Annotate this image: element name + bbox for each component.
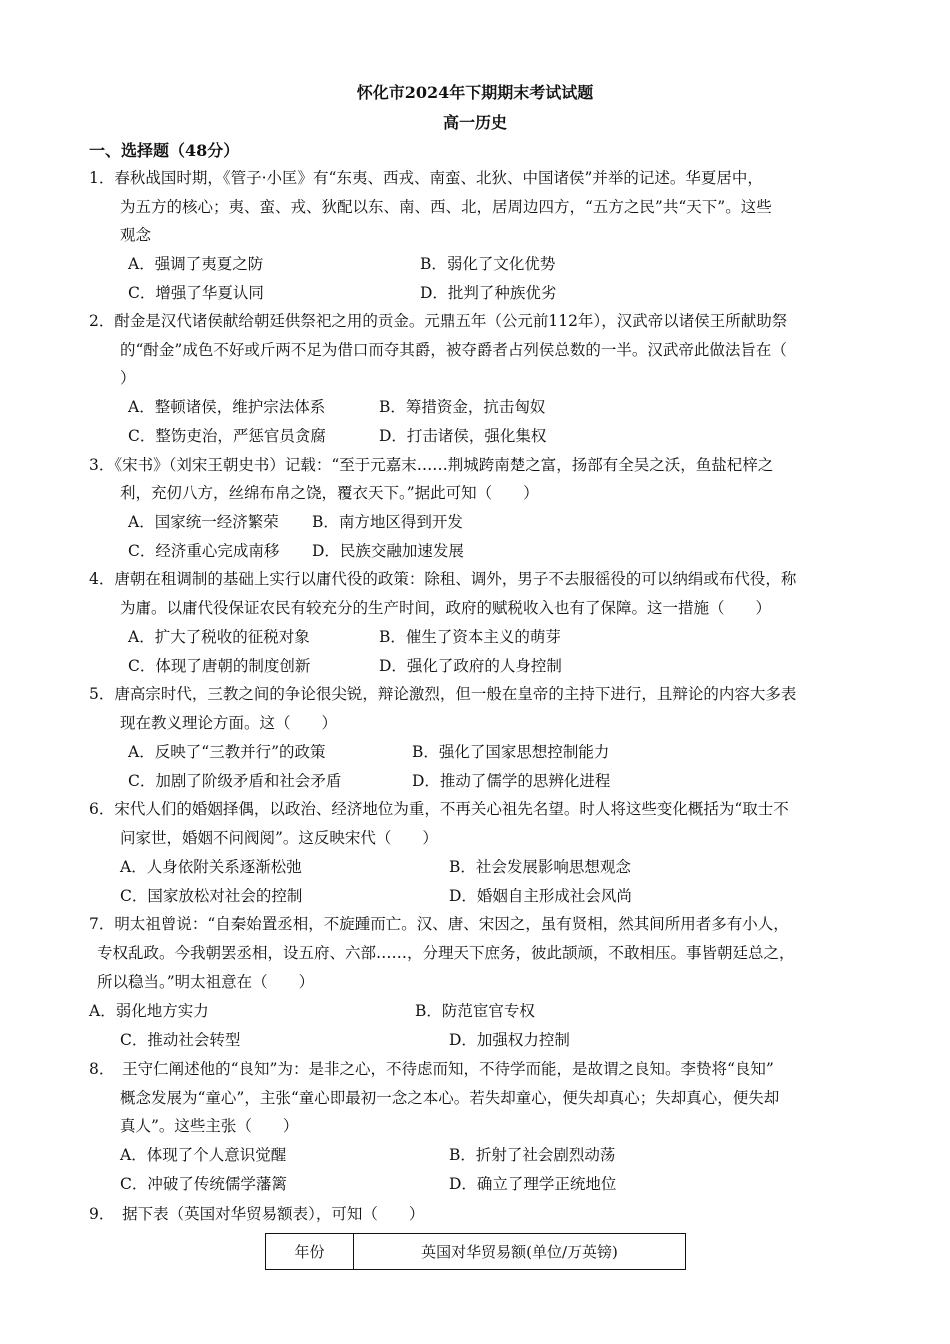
- question-7-line-2: 专权乱政。今我朝罢丞相，设五府、六部……，分理天下庶务，彼此颉颃，不敢相压。事皆朝廷总之，: [97, 944, 795, 962]
- question-6-option-d: D．婚姻自主形成社会风尚: [449, 887, 632, 905]
- question-2-line-1: 2．酎金是汉代诸侯献给朝廷供祭祀之用的贡金。元鼎五年（公元前112年），汉武帝以诸侯王所献助祭: [89, 312, 788, 330]
- question-6-line-2: 问家世，婚姻不问阀阅”。这反映宋代（ ）: [120, 829, 438, 847]
- question-8-option-d: D．确立了理学正统地位: [449, 1175, 617, 1193]
- question-3-option-b: B．南方地区得到开发: [312, 513, 463, 531]
- table-header-trade-value: 英国对华贸易额(单位/万英镑): [354, 1234, 686, 1270]
- question-6-option-b: B．社会发展影响思想观念: [449, 858, 631, 876]
- question-5-option-c: C．加剧了阶级矛盾和社会矛盾: [128, 772, 342, 790]
- question-7-option-c: C．推动社会转型: [120, 1031, 241, 1049]
- question-8-line-3: 真人”。这些主张（ ）: [120, 1117, 299, 1135]
- question-7-option-d: D．加强权力控制: [449, 1031, 570, 1049]
- question-3-line-1: 3．《宋书》（刘宋王朝史书）记载：“至于元嘉末……荆城跨南楚之富，扬部有全吴之沃，鱼盐杞梓之: [89, 456, 774, 474]
- question-8-option-b: B．折射了社会剧烈动荡: [449, 1146, 616, 1164]
- question-7-option-a: A．弱化地方实力: [89, 1002, 209, 1020]
- exam-subject: 高一历史: [442, 113, 507, 132]
- question-3-line-2: 利，充仞八方，丝绵布帛之饶，覆衣天下。”据此可知（ ）: [120, 484, 539, 502]
- question-8-line-2: 概念发展为“童心”，主张“童心即最初一念之本心。若失却童心，便失却真心；失却真心，便失却: [120, 1089, 780, 1107]
- question-2-line-2: 的“酎金”成色不好或斤两不足为借口而夺其爵，被夺爵者占列侯总数的一半。汉武帝此做法旨在（: [120, 341, 787, 359]
- exam-title: 怀化市2024年下期期末考试试题: [356, 83, 594, 102]
- question-1-line-1: 1．春秋战国时期，《管子·小匡》有“东夷、西戎、南蛮、北狄、中国诸侯”并举的记述。华夏居中，: [89, 169, 763, 187]
- question-7-line-1: 7．明太祖曾说：“自秦始置丞相，不旋踵而亡。汉、唐、宋因之，虽有贤相，然其间所用者多有小人，: [89, 915, 789, 933]
- question-7-option-b: B．防范宦官专权: [415, 1002, 535, 1020]
- question-5-option-b: B．强化了国家思想控制能力: [412, 743, 610, 761]
- question-4-option-a: A．扩大了税收的征税对象: [128, 628, 310, 646]
- question-1-option-c: C．增强了华夏认同: [128, 284, 264, 302]
- question-8-line-1: 8． 王守仁阐述他的“良知”为：是非之心，不待虑而知，不待学而能，是故谓之良知。李贽将“良知”: [89, 1060, 774, 1078]
- question-5-option-d: D．推动了儒学的思辨化进程: [412, 772, 611, 790]
- question-4-option-d: D．强化了政府的人身控制: [379, 657, 562, 675]
- question-2-option-a: A．整顿诸侯，维护宗法体系: [128, 398, 326, 416]
- question-4-option-b: B．催生了资本主义的萌芽: [379, 628, 561, 646]
- question-4-option-c: C．体现了唐朝的制度创新: [128, 657, 311, 675]
- question-2-line-3: ）: [120, 369, 136, 387]
- question-1-option-d: D．批判了种族优劣: [420, 284, 557, 302]
- question-6-option-a: A．人身依附关系逐渐松弛: [120, 858, 302, 876]
- question-4-line-2: 为庸。以庸代役保证农民有较充分的生产时间，政府的赋税收入也有了保障。这一措施（ ）: [120, 599, 772, 617]
- section-heading: 一、选择题（48分）: [89, 141, 240, 160]
- question-8-option-a: A．体现了个人意识觉醒: [120, 1146, 287, 1164]
- question-3-option-a: A．国家统一经济繁荣: [128, 513, 279, 531]
- question-5-line-1: 5．唐高宗时代，三教之间的争论很尖锐，辩论激烈，但一般在皇帝的主持下进行，且辩论的内容大多表: [89, 685, 797, 703]
- question-5-option-a: A．反映了“三教并行”的政策: [128, 743, 326, 761]
- question-7-line-3: 所以稳当。”明太祖意在（ ）: [97, 973, 315, 991]
- question-1-line-2: 为五方的核心；夷、蛮、戎、狄配以东、南、西、北，居周边四方，“五方之民”共“天下”。这些: [120, 198, 772, 216]
- question-4-line-1: 4．唐朝在租调制的基础上实行以庸代役的政策：除租、调外，男子不去服徭役的可以纳绢或布代役，称: [89, 570, 797, 588]
- question-3-option-d: D．民族交融加速发展: [312, 542, 464, 560]
- question-1-line-3: 观念: [120, 226, 152, 244]
- trade-table: [265, 1233, 686, 1270]
- question-5-line-2: 现在教义理论方面。这（ ）: [120, 714, 338, 732]
- question-9-line-1: 9． 据下表（英国对华贸易额表），可知（ ）: [89, 1205, 425, 1223]
- question-8-option-c: C．冲破了传统儒学藩篱: [120, 1175, 287, 1193]
- question-1-option-b: B．弱化了文化优势: [420, 255, 556, 273]
- question-2-option-c: C．整饬吏治，严惩官员贪腐: [128, 427, 326, 445]
- table-header-row: [266, 1234, 686, 1270]
- question-1-option-a: A．强调了夷夏之防: [128, 255, 264, 273]
- question-6-option-c: C．国家放松对社会的控制: [120, 887, 303, 905]
- question-6-line-1: 6．宋代人们的婚姻择偶，以政治、经济地位为重，不再关心祖先名望。时人将这些变化概括为“取士不: [89, 800, 789, 818]
- question-2-option-d: D．打击诸侯，强化集权: [379, 427, 547, 445]
- question-3-option-c: C．经济重心完成南移: [128, 542, 280, 560]
- question-2-option-b: B．筹措资金，抗击匈奴: [379, 398, 546, 416]
- table-header-year: 年份: [266, 1234, 354, 1270]
